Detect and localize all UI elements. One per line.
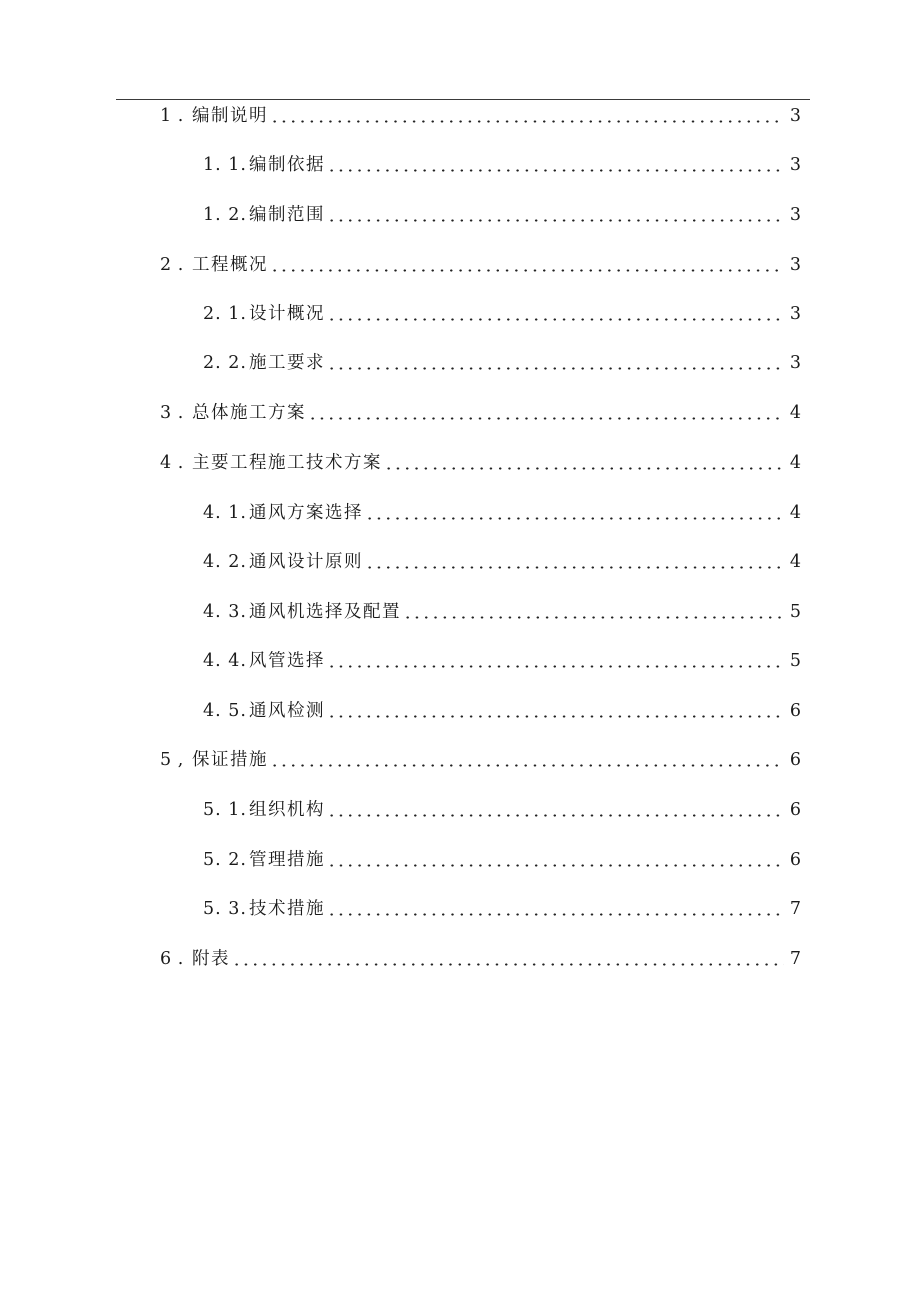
dot-leader: [232, 949, 784, 969]
toc-entry-page: 3: [789, 304, 801, 324]
toc-entry-page: 7: [789, 899, 801, 919]
header-rule: [116, 99, 810, 100]
toc-entry-page: 3: [789, 155, 801, 175]
toc-entry-number: 6 .: [160, 949, 184, 969]
toc-entry-title: 设计概况: [249, 304, 325, 324]
toc-entry-6[interactable]: [160, 944, 801, 974]
toc-entry-page: 3: [789, 353, 801, 373]
toc-entry-title: 通风机选择及配置: [249, 602, 401, 622]
toc-entry-title: 总体施工方案: [192, 403, 306, 423]
toc-entry-page: 5: [789, 602, 801, 622]
toc-entry-number: 1. 2.: [203, 205, 247, 225]
toc-entry-4-2[interactable]: [203, 547, 801, 577]
toc-entry-page: 4: [789, 552, 801, 572]
toc-entry-number: 1 .: [160, 106, 184, 126]
dot-leader: [327, 155, 784, 175]
toc-entry-number: 2 .: [160, 255, 184, 275]
dot-leader: [327, 800, 784, 820]
toc-entry-number: 5. 2.: [203, 850, 247, 870]
dot-leader: [365, 552, 784, 572]
dot-leader: [327, 850, 784, 870]
toc-entry-2-1[interactable]: [203, 299, 801, 329]
dot-leader: [270, 255, 784, 275]
toc-entry-5-1[interactable]: [203, 795, 801, 825]
toc-entry-title: 管理措施: [249, 850, 325, 870]
toc-entry-5-3[interactable]: [203, 894, 801, 924]
toc-entry-4-4[interactable]: [203, 646, 801, 676]
toc-entry-title: 工程概况: [192, 255, 268, 275]
toc-entry-number: 4. 3.: [203, 602, 247, 622]
toc-entry-number: 1. 1.: [203, 155, 247, 175]
toc-entry-title: 施工要求: [249, 353, 325, 373]
toc-entry-number: 5 ,: [160, 750, 184, 770]
toc-entry-number: 5. 1.: [203, 800, 247, 820]
toc-entry-page: 4: [789, 403, 801, 423]
toc-entry-title: 通风方案选择: [249, 503, 363, 523]
toc-entry-title: 组织机构: [249, 800, 325, 820]
dot-leader: [327, 304, 784, 324]
toc-entry-number: 4. 4.: [203, 651, 247, 671]
toc-entry-page: 5: [789, 651, 801, 671]
toc-entry-4-1[interactable]: [203, 498, 801, 528]
dot-leader: [270, 750, 784, 770]
toc-entry-title: 附表: [192, 949, 230, 969]
toc-entry-number: 4. 5.: [203, 701, 247, 721]
dot-leader: [327, 899, 784, 919]
dot-leader: [327, 353, 784, 373]
dot-leader: [327, 701, 784, 721]
toc-entry-title: 通风检测: [249, 701, 325, 721]
toc-entry-page: 3: [789, 106, 801, 126]
toc-entry-2[interactable]: [160, 250, 801, 280]
toc-entry-page: 4: [789, 503, 801, 523]
toc-entry-page: 4: [789, 453, 801, 473]
toc-entry-page: 6: [789, 800, 801, 820]
toc-entry-page: 3: [789, 255, 801, 275]
dot-leader: [384, 453, 784, 473]
toc-entry-4-5[interactable]: [203, 696, 801, 726]
toc-entry-title: 风管选择: [249, 651, 325, 671]
toc-entry-number: 2. 2.: [203, 353, 247, 373]
toc-entry-1-2[interactable]: [203, 200, 801, 230]
toc-entry-title: 通风设计原则: [249, 552, 363, 572]
toc-entry-1-1[interactable]: [203, 150, 801, 180]
toc-entry-number: 3 .: [160, 403, 184, 423]
dot-leader: [327, 651, 784, 671]
dot-leader: [403, 602, 784, 622]
toc-entry-page: 6: [789, 701, 801, 721]
toc-entry-title: 编制依据: [249, 155, 325, 175]
dot-leader: [270, 106, 784, 126]
toc-entry-3[interactable]: [160, 398, 801, 428]
dot-leader: [327, 205, 784, 225]
dot-leader: [365, 503, 784, 523]
toc-entry-title: 编制说明: [192, 106, 268, 126]
toc-entry-title: 主要工程施工技术方案: [192, 453, 382, 473]
toc-entry-5[interactable]: [160, 745, 801, 775]
toc-entry-5-2[interactable]: [203, 845, 801, 875]
toc-entry-title: 保证措施: [192, 750, 268, 770]
toc-entry-page: 7: [789, 949, 801, 969]
toc-entry-title: 编制范围: [249, 205, 325, 225]
toc-entry-2-2[interactable]: [203, 348, 801, 378]
toc-entry-4-3[interactable]: [203, 597, 801, 627]
toc-entry-page: 6: [789, 850, 801, 870]
toc-entry-number: 4 .: [160, 453, 184, 473]
toc-entry-page: 6: [789, 750, 801, 770]
toc-entry-number: 4. 2.: [203, 552, 247, 572]
toc-entry-4[interactable]: [160, 448, 801, 478]
toc-entry-title: 技术措施: [249, 899, 325, 919]
toc-entry-number: 2. 1.: [203, 304, 247, 324]
dot-leader: [308, 403, 784, 423]
toc-entry-number: 5. 3.: [203, 899, 247, 919]
toc-entry-page: 3: [789, 205, 801, 225]
toc-entry-number: 4. 1.: [203, 503, 247, 523]
toc-entry-1[interactable]: [160, 101, 801, 131]
